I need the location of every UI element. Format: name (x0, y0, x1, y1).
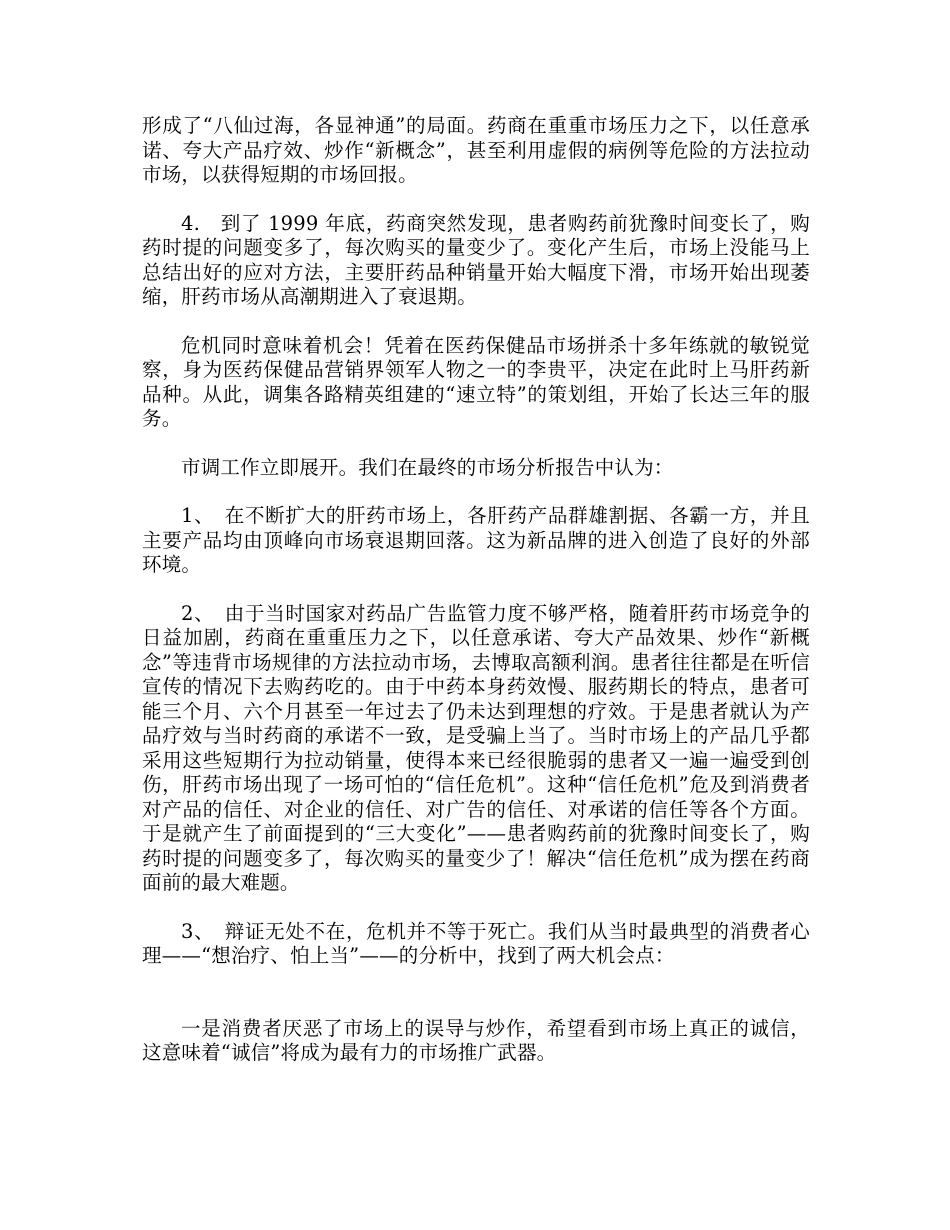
paragraph-spacer (142, 896, 810, 920)
paragraph-finding-2: 2、 由于当时国家对药品广告监管力度不够严格，随着肝药市场竞争的日益加剧，药商在重重压力之下，以任意承诺、夸大产品效果、炒作“新概念”等违背市场规律的方法拉动市场，去博取高额利润。患者往往都是在听信宣传的情况下去购药吃的。由于中药本身药效慢、服药期长的特点，患者可能三个月、六个月甚至一年过去了仍未达到理想的疗效。于是患者就认为产品疗效与当时药商的承诺不一致，是受骗上当了。当时市场上的产品几乎都采用这些短期行为拉动销量，使得本来已经很脆弱的患者又一遍一遍受到创伤，肝药市场出现了一场可怕的“信任危机”。这种“信任危机”危及到消费者对产品的信任、对企业的信任、对广告的信任、对承诺的信任等各个方面。于是就产生了前面提到的“三大变化”——患者购药前的犹豫时间变长了，购药时提的问题变多了，每次购买的量变少了！解决“信任危机”成为摆在药商面前的最大难题。 (142, 601, 810, 894)
paragraph-opportunity-1: 一是消费者厌恶了市场上的误导与炒作，希望看到市场上真正的诚信，这意味着“诚信”将成为最有力的市场推广武器。 (142, 1016, 810, 1064)
paragraph-intro: 形成了“八仙过海，各显神通”的局面。药商在重重市场压力之下，以任意承诺、夸大产品疗效、炒作“新概念”，甚至利用虚假的病例等危险的方法拉动市场，以获得短期的市场回报。 (142, 114, 810, 186)
paragraph-crisis-opportunity: 危机同时意味着机会！凭着在医药保健品市场拼杀十多年练就的敏锐觉察，身为医药保健品营销界领军人物之一的李贵平，决定在此时上马肝药新品种。从此，调集各路精英组建的“速立特”的策划组，开始了长达三年的服务。 (142, 333, 810, 430)
paragraph-spacer (142, 432, 810, 456)
document-page (142, 114, 810, 1066)
paragraph-spacer (142, 480, 810, 504)
paragraph-finding-1: 1、 在不断扩大的肝药市场上，各肝药产品群雄割据、各霸一方，并且主要产品均由顶峰向市场衰退期回落。这为新品牌的进入创造了良好的外部环境。 (142, 504, 810, 576)
paragraph-spacer (142, 578, 810, 602)
paragraph-market-survey: 市调工作立即展开。我们在最终的市场分析报告中认为： (181, 455, 674, 479)
paragraph-spacer (142, 310, 810, 334)
paragraph-spacer (142, 969, 810, 1017)
paragraph-finding-3: 3、 辩证无处不在，危机并不等于死亡。我们从当时最典型的消费者心理——“想治疗、怕上当”——的分析中，找到了两大机会点： (142, 919, 810, 967)
paragraph-point-4: 4. 到了 1999 年底，药商突然发现，患者购药前犹豫时间变长了，购药时提的问题变多了，每次购买的量变少了。变化产生后，市场上没能马上总结出好的应对方法，主要肝药品种销量开始大幅度下滑，市场开始出现萎缩，肝药市场从高潮期进入了衰退期。 (142, 211, 810, 308)
paragraph-spacer (142, 188, 810, 212)
